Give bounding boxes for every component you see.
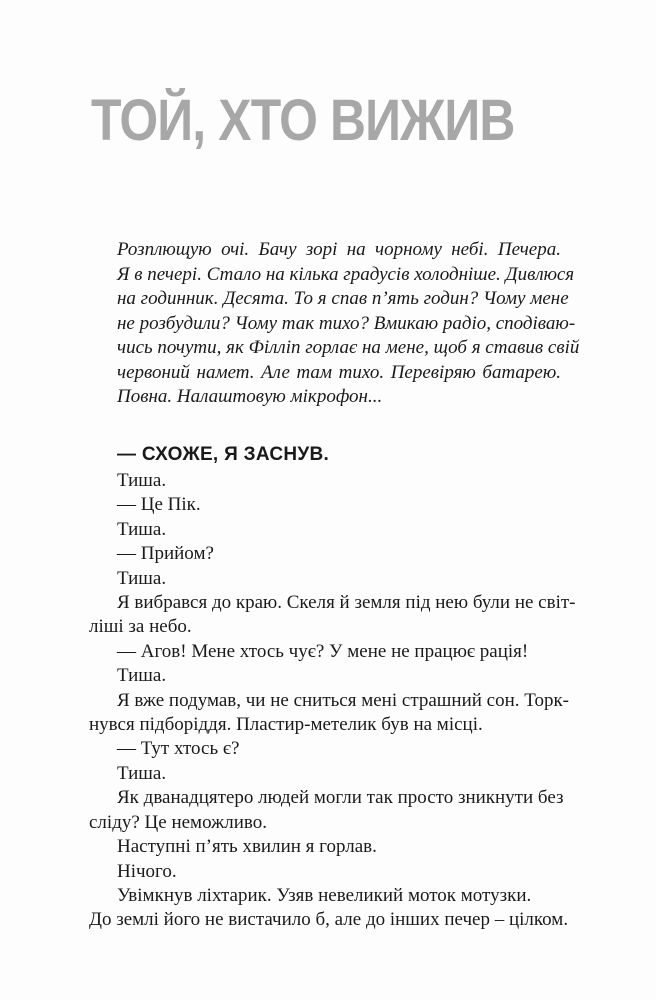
text-line: Нічого. — [117, 860, 177, 882]
text-line: ліші за небо. — [89, 616, 192, 638]
text-line: Як дванадцятеро людей могли так просто зникнути без — [117, 787, 564, 809]
epigraph-line: Повна. Налаштовую мікрофон... — [117, 386, 383, 407]
text-line: Увімкнув ліхтарик. Узяв невеликий моток мотузки. — [117, 884, 532, 906]
text-line: — Прийом? — [117, 543, 214, 565]
epigraph-line: Розплющую очі. Бачу зорі на чорному небі. Печера. — [117, 239, 561, 260]
epigraph-line: червоний намет. Але там тихо. Перевіряю батарею. — [117, 361, 561, 383]
text-line: сліду? Це неможливо. — [89, 811, 267, 833]
epigraph-line: на годинник. Десята. То я спав п’ять годин? Чому мене — [117, 288, 569, 309]
epigraph-line: Я в печері. Стало на кілька градусів холодніше. Дивлюся — [117, 263, 575, 285]
text-line: До землі його не вистачило б, але до інших печер – цілком. — [89, 909, 569, 931]
epigraph — [117, 238, 580, 410]
text-line: — Тут хтось є? — [117, 738, 240, 760]
body-text — [89, 469, 582, 933]
text-line: Тиша. — [117, 665, 167, 687]
text-line: Тиша. — [117, 762, 167, 784]
text-line: Наступні п’ять хвилин я горлав. — [117, 836, 377, 858]
text-line: Тиша. — [117, 470, 167, 491]
lead-line: — СХОЖЕ, Я ЗАСНУВ. — [117, 444, 330, 465]
text-line: Тиша. — [117, 567, 167, 589]
epigraph-line: чись почути, як Філліп горлає на мене, щоб я ставив свій — [117, 337, 580, 358]
text-line: Я вибрався до краю. Скеля й земля під нею були не світ- — [117, 592, 576, 614]
text-line: Я вже подумав, чи не сниться мені страшний сон. Торк- — [117, 689, 570, 711]
text-line: — Це Пік. — [117, 494, 201, 516]
text-line: нувся підборіддя. Пластир-метелик був на місці. — [89, 714, 483, 736]
text-line: — Агов! Мене хтось чує? У мене не працює рація! — [117, 640, 529, 662]
text-line: Тиша. — [117, 518, 167, 540]
chapter-title: ТОЙ, ХТО ВИЖИВ — [91, 88, 515, 153]
epigraph-line: не розбудили? Чому так тихо? Вмикаю радіо, сподіваю- — [117, 312, 576, 334]
